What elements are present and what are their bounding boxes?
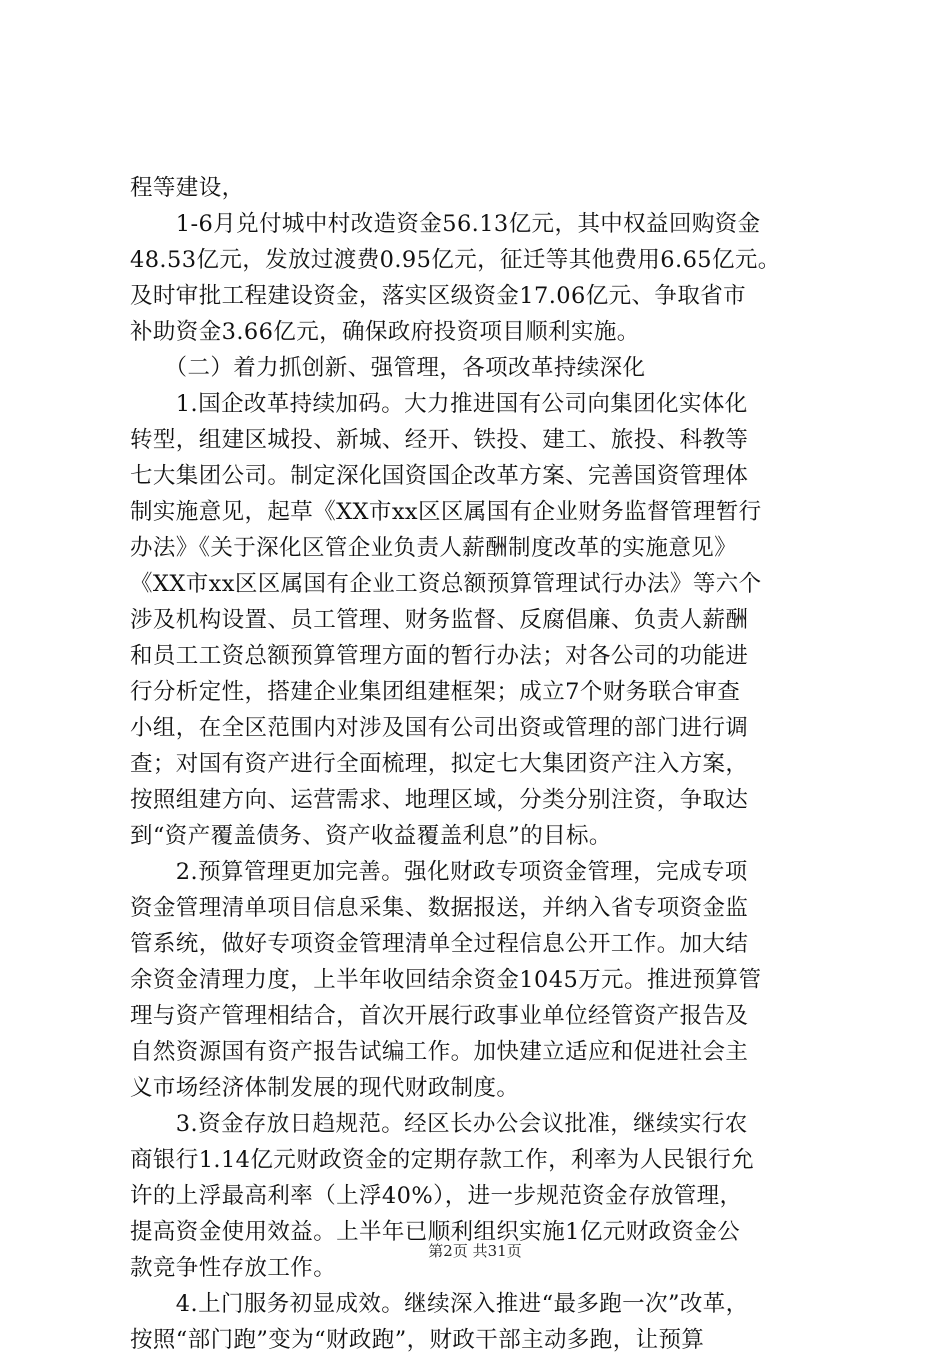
text-line: 管系统，做好专项资金管理清单全过程信息公开工作。加大结 <box>130 931 749 957</box>
text-line: 2.预算管理更加完善。强化财政专项资金管理，完成专项 <box>130 859 748 885</box>
text-line: 1.国企改革持续加码。大力推进国有公司向集团化实体化 <box>130 391 748 417</box>
text-line: 《XX市xx区区属国有企业工资总额预算管理试行办法》等六个 <box>130 571 762 597</box>
text-line: 自然资源国有资产报告试编工作。加快建立适应和促进社会主 <box>130 1039 749 1065</box>
text-line: 许的上浮最高利率（上浮40%），进一步规范资金存放管理， <box>130 1183 743 1209</box>
text-line: 到“资产覆盖债务、资产收益覆盖利息”的目标。 <box>130 823 612 849</box>
text-line: 义市场经济体制发展的现代财政制度。 <box>130 1075 520 1101</box>
section-heading: （二）着力抓创新、强管理，各项改革持续深化 <box>130 355 646 381</box>
text-line: 4.上门服务初显成效。继续深入推进“最多跑一次”改革， <box>130 1291 749 1317</box>
text-line: 涉及机构设置、员工管理、财务监督、反腐倡廉、负责人薪酬 <box>130 607 749 633</box>
text-line: 48.53亿元，发放过渡费0.95亿元，征迁等其他费用6.65亿元。 <box>130 247 781 273</box>
text-line: 和员工工资总额预算管理方面的暂行办法；对各公司的功能进 <box>130 643 749 669</box>
text-line: 程等建设， <box>130 175 245 201</box>
text-line: 按照“部门跑”变为“财政跑”，财政干部主动多跑，让预算 <box>130 1327 705 1353</box>
text-line: 转型，组建区城投、新城、经开、铁投、建工、旅投、科教等 <box>130 427 749 453</box>
text-line: 及时审批工程建设资金，落实区级资金17.06亿元、争取省市 <box>130 283 747 309</box>
text-line: 款竞争性存放工作。 <box>130 1255 337 1281</box>
document-body <box>130 170 830 1358</box>
text-line: 商银行1.14亿元财政资金的定期存款工作，利率为人民银行允 <box>130 1147 755 1173</box>
text-line: 查；对国有资产进行全面梳理，拟定七大集团资产注入方案， <box>130 751 749 777</box>
text-line: 1-6月兑付城中村改造资金56.13亿元，其中权益回购资金 <box>130 211 761 237</box>
text-line: 办法》《关于深化区管企业负责人薪酬制度改革的实施意见》 <box>130 535 738 561</box>
text-line: 余资金清理力度，上半年收回结余资金1045万元。推进预算管 <box>130 967 762 993</box>
text-line: 制实施意见，起草《XX市xx区区属国有企业财务监督管理暂行 <box>130 499 762 525</box>
text-line: 资金管理清单项目信息采集、数据报送，并纳入省专项资金监 <box>130 895 749 921</box>
text-line: 3.资金存放日趋规范。经区长办公会议批准，继续实行农 <box>130 1111 748 1137</box>
text-line: 按照组建方向、运营需求、地理区域，分类分别注资，争取达 <box>130 787 749 813</box>
text-line: 补助资金3.66亿元，确保政府投资项目顺利实施。 <box>130 319 640 345</box>
text-line: 七大集团公司。制定深化国资国企改革方案、完善国资管理体 <box>130 463 749 489</box>
text-line: 行分析定性，搭建企业集团组建框架；成立7个财务联合审查 <box>130 679 741 705</box>
text-line: 小组，在全区范围内对涉及国有公司出资或管理的部门进行调 <box>130 715 749 741</box>
page-number-footer: 第2页 共31页 <box>428 1242 522 1260</box>
text-line: 提高资金使用效益。上半年已顺利组织实施1亿元财政资金公 <box>130 1219 741 1245</box>
text-line: 理与资产管理相结合，首次开展行政事业单位经管资产报告及 <box>130 1003 749 1029</box>
